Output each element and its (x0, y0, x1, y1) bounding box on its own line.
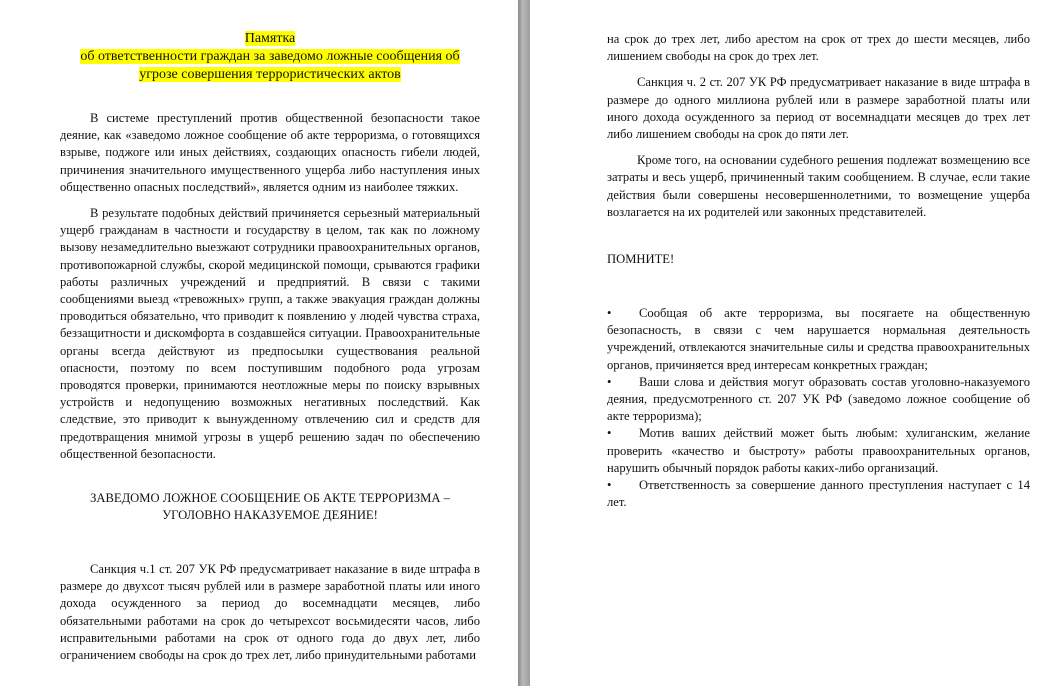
page-gutter (518, 0, 530, 686)
left-page (0, 0, 518, 686)
memo-title (60, 30, 480, 84)
criminal-heading-line-2: УГОЛОВНО НАКАЗУЕМОЕ ДЕЯНИЕ! (162, 508, 378, 523)
remember-section (607, 251, 1030, 268)
right-body (607, 31, 1030, 221)
sanction-continuation: на срок до трех лет, либо арестом на срок от трех до шести месяцев, либо лишением свободы на срок до трех лет. (607, 32, 1030, 64)
criminal-heading (60, 490, 480, 524)
sanction-part-1 (60, 561, 480, 664)
right-page (530, 0, 1060, 686)
sanction-paragraph-1: Санкция ч.1 ст. 207 УК РФ предусматривает наказание в виде штрафа в размере до двухсот тысяч рублей или в размере заработной платы или иного дохода осужденного за период до восемнадцати месяцев, либо обязательными работами на срок до четырехсот восьмидесяти часов, либо исправительными работами на срок от одного года до двух лет, либо ограничением свободы на срок до трех лет, либо принудительными работами (60, 562, 480, 663)
memo-title-line-3: угрозе совершения террористических актов (139, 67, 401, 82)
consequences-paragraph: В результате подобных действий причиняется серьезный материальный ущерб гражданам в частности и государству в целом, так как по ложному вызову незамедлительно выезжают сотрудники правоохранительных органов, противопожарной службы, скорой медицинской помощи, срываются графики работы различных учреждений и предприятий. В связи с такими сообщениями выезд «тревожных» групп, а также эвакуация граждан должны проводиться обязательно, что приводит к появлению у людей чувства страха, беззащитности и дискомфорта в создавшейся ситуации. Правоохранительные органы всегда действуют из предпосылки существования реальной опасности, поэтому по всем поступившим подобного рода угрозам проводятся проверки, принимаются неотложные меры по поиску взрывных устройств и недопущению возможных негативных последствий. Как следствие, это приводит к вынужденному отвлечению сил и средств для предотвращения мнимой угрозы в ущерб решению задач по обеспечению общественной безопасности. (60, 206, 480, 461)
intro-paragraph: В системе преступлений против общественной безопасности такое деяние, как «заведомо ложное сообщение об акте терроризма, о готовящихся взрыве, поджоге или иных действиях, создающих опасность гибели людей, причинения значительного имущественного ущерба либо наступления иных общественно опасных последствий», является одним из наиболее тяжких. (60, 111, 480, 194)
bullet-icon: • (607, 374, 612, 389)
memo-title-line-2: об ответственности граждан за заведомо ложные сообщения об (80, 49, 460, 64)
compensation-paragraph: Кроме того, на основании судебного решения подлежат возмещению все затраты и весь ущерб, причиненный таким сообщением. В случае, если такие действия были совершены несовершеннолетними, то возмещение ущерба возлагается на их родителей или законных представителей. (607, 153, 1030, 219)
criminal-heading-line-1: ЗАВЕДОМО ЛОЖНОЕ СООБЩЕНИЕ ОБ АКТЕ ТЕРРОРИЗМА – (90, 491, 450, 505)
list-item: • Ваши слова и действия могут образовать состав уголовно-наказуемого деяния, предусмотренного ст. 207 УК РФ (заведомо ложное сообщение об акте терроризма); (607, 374, 1030, 424)
memo-title-line-1: Памятка (244, 31, 296, 46)
bullet-list (607, 305, 1030, 511)
bullet-icon: • (607, 426, 612, 441)
remember-heading: ПОМНИТЕ! (607, 252, 675, 266)
list-item: • Ответственность за совершение данного преступления наступает с 14 лет. (607, 478, 1030, 510)
list-item: • Сообщая об акте терроризма, вы посягаете на общественную безопасность, в связи с чем нарушается нормальная деятельность учреждений, отвлекаются значительные силы и средства правоохранительных органов, причиняется вред интересам конкретных граждан; (607, 306, 1030, 372)
bullet-icon: • (607, 306, 612, 320)
sanction-paragraph-2: Санкция ч. 2 ст. 207 УК РФ предусматривает наказание в виде штрафа в размере до одного миллиона рублей или в размере заработной платы или иного дохода осужденного за период от восемнадцати месяцев до трех лет либо лишением свободы на срок до пяти лет. (607, 75, 1030, 142)
bullet-icon: • (607, 478, 612, 493)
left-body (60, 110, 480, 463)
list-item: • Мотив ваших действий может быть любым: хулиганским, желание проверить «качество и быстроту» работы правоохранительных органов, нарушить обычный порядок работы каких-либо организаций. (607, 426, 1030, 475)
